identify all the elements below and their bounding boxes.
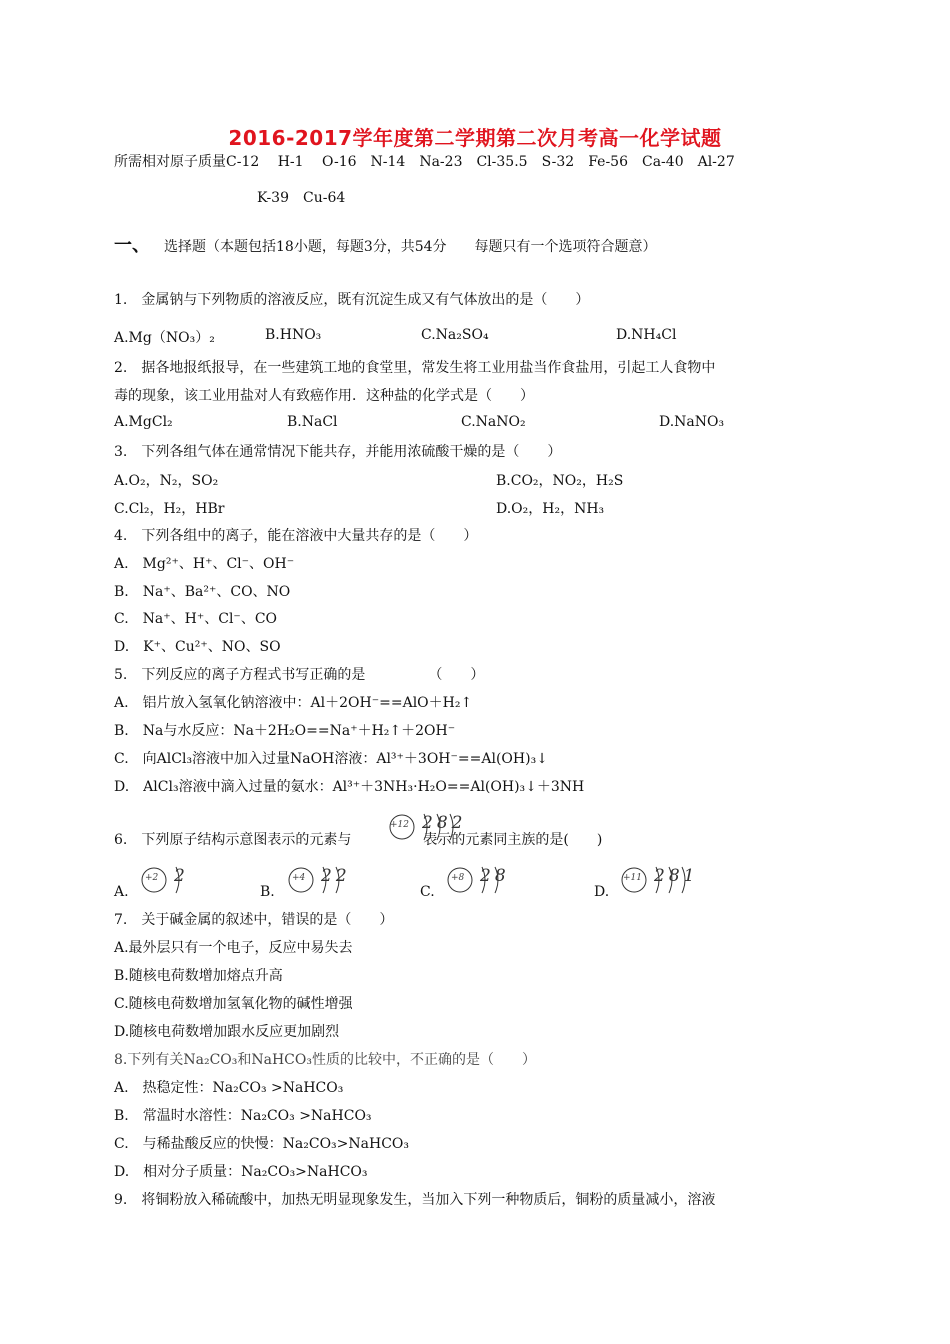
q6-option-d-atom <box>618 861 699 901</box>
q6-option-d-label: D. <box>594 884 610 900</box>
ref-nucleus: +12 <box>390 820 409 830</box>
q5-option-b: B. Na与水反应：Na＋2H₂O==Na⁺＋H₂↑＋2OH⁻ <box>114 723 456 739</box>
q7-option-c: C.随核电荷数增加氢氧化物的碱性增强 <box>114 996 353 1012</box>
q6-option-c-atom <box>444 861 508 901</box>
reference-atom-diagram <box>386 808 467 848</box>
q7-option-b: B.随核电荷数增加熔点升高 <box>114 968 283 984</box>
question-1-stem: 1. 金属钠与下列物质的溶液反应，既有沉淀生成又有气体放出的是（ ） <box>114 292 590 308</box>
question-2-stem-2: 毒的现象，该工业用盐对人有致癌作用．这种盐的化学式是（ ） <box>114 388 534 404</box>
q7-option-a: A.最外层只有一个电子，反应中易失去 <box>114 940 353 956</box>
q2-option-c: C.NaNO₂ <box>461 414 526 430</box>
section-text-after: 符合题意） <box>586 239 657 255</box>
q6-option-a-atom <box>138 861 190 901</box>
section-heading <box>114 236 657 257</box>
question-2-stem-1: 2. 据各地报纸报导，在一些建筑工地的食堂里，常发生将工业用盐当作食盐用，引起工人食物中 <box>114 360 716 376</box>
exam-title: 2016-2017学年度第二学期第二次月考高一化学试题 <box>228 126 722 150</box>
q2-option-a: A.MgCl₂ <box>114 414 173 430</box>
q1-option-c: C.Na₂SO₄ <box>421 327 489 343</box>
question-3-stem: 3. 下列各组气体在通常情况下能共存，并能用浓硫酸干燥的是（ ） <box>114 444 562 460</box>
q6-d-nucleus: +11 <box>623 873 642 883</box>
q6-d-shells: 281 <box>654 866 699 886</box>
ref-shells: 282 <box>422 813 467 833</box>
section-number: 一、 <box>114 235 150 256</box>
section-emphasis: 只有一个选项 <box>502 239 587 255</box>
question-6-stem <box>114 830 602 850</box>
atomic-masses-line1: 所需相对原子质量C-12 H-1 O-16 N-14 Na-23 Cl-35.5 S-32 Fe-56 Ca-40 Al-27 <box>114 154 735 170</box>
q8-option-d: D. 相对分子质量：Na₂CO₃>NaHCO₃ <box>114 1164 368 1180</box>
q4-option-d: D. K⁺、Cu²⁺、NO、SO <box>114 639 281 655</box>
q5-option-c: C. 向AlCl₃溶液中加入过量NaOH溶液：Al³⁺＋3OH⁻==Al(OH)₃↓ <box>114 751 548 767</box>
q6-option-c-label: C. <box>420 884 435 900</box>
q1-option-b: B.HNO₃ <box>265 327 322 343</box>
q8-option-b: B. 常温时水溶性：Na₂CO₃ >NaHCO₃ <box>114 1108 372 1124</box>
question-7-stem: 7. 关于碱金属的叙述中，错误的是（ ） <box>114 912 394 928</box>
q6-b-shells: 22 <box>321 866 351 886</box>
question-4-stem: 4. 下列各组中的离子，能在溶液中大量共存的是（ ） <box>114 528 478 544</box>
q6-b-nucleus: +4 <box>292 873 306 883</box>
q6-c-nucleus: +8 <box>451 873 465 883</box>
atomic-masses-line2: K-39 Cu-64 <box>257 190 346 206</box>
q6-stem-before: 6. 下列原子结构示意图表示的元素与 <box>114 832 352 848</box>
q3-option-c: C.Cl₂，H₂，HBr <box>114 501 225 517</box>
q8-option-a: A. 热稳定性：Na₂CO₃ >NaHCO₃ <box>114 1080 344 1096</box>
q6-c-shells: 28 <box>480 866 510 886</box>
q7-option-d: D.随核电荷数增加跟水反应更加剧烈 <box>114 1024 340 1040</box>
q1-option-d: D.NH₄Cl <box>616 327 677 343</box>
q1-option-a: A.Mg（NO₃）₂ <box>114 330 215 346</box>
q3-option-d: D.O₂，H₂，NH₃ <box>496 501 605 517</box>
q4-option-a: A. Mg²⁺、H⁺、Cl⁻、OH⁻ <box>114 556 295 572</box>
q6-option-b-atom <box>285 861 349 901</box>
q2-option-d: D.NaNO₃ <box>659 414 725 430</box>
q5-option-a: A. 铝片放入氢氧化钠溶液中：Al＋2OH⁻==AlO＋H₂↑ <box>114 695 473 711</box>
q3-option-a: A.O₂，N₂，SO₂ <box>114 473 219 489</box>
q5-option-d: D. AlCl₃溶液中滴入过量的氨水：Al³⁺＋3NH₃·H₂O==Al(OH)₃↓＋3NH <box>114 779 585 795</box>
question-8-stem: 8.下列有关Na₂CO₃和NaHCO₃性质的比较中，不正确的是（ ） <box>114 1052 536 1068</box>
q4-option-b: B. Na⁺、Ba²⁺、CO、NO <box>114 584 291 600</box>
question-9-stem: 9. 将铜粉放入稀硫酸中，加热无明显现象发生，当加入下列一种物质后，铜粉的质量减小，溶液 <box>114 1192 716 1208</box>
q6-option-a-label: A. <box>114 884 129 900</box>
q8-option-c: C. 与稀盐酸反应的快慢：Na₂CO₃>NaHCO₃ <box>114 1136 410 1152</box>
q6-a-nucleus: +2 <box>145 873 159 883</box>
q6-a-shells: 2 <box>174 866 185 886</box>
q6-stem-after: 表示的元素同主族的是( ) <box>423 832 603 848</box>
q6-option-b-label: B. <box>260 884 275 900</box>
q3-option-b: B.CO₂，NO₂，H₂S <box>496 473 624 489</box>
section-text-before: 选择题（本题包括18小题，每题3分，共54分 每题 <box>164 239 503 255</box>
q2-option-b: B.NaCl <box>287 414 338 430</box>
question-5-stem: 5. 下列反应的离子方程式书写正确的是 （ ） <box>114 667 485 683</box>
q4-option-c: C. Na⁺、H⁺、Cl⁻、CO <box>114 611 278 627</box>
